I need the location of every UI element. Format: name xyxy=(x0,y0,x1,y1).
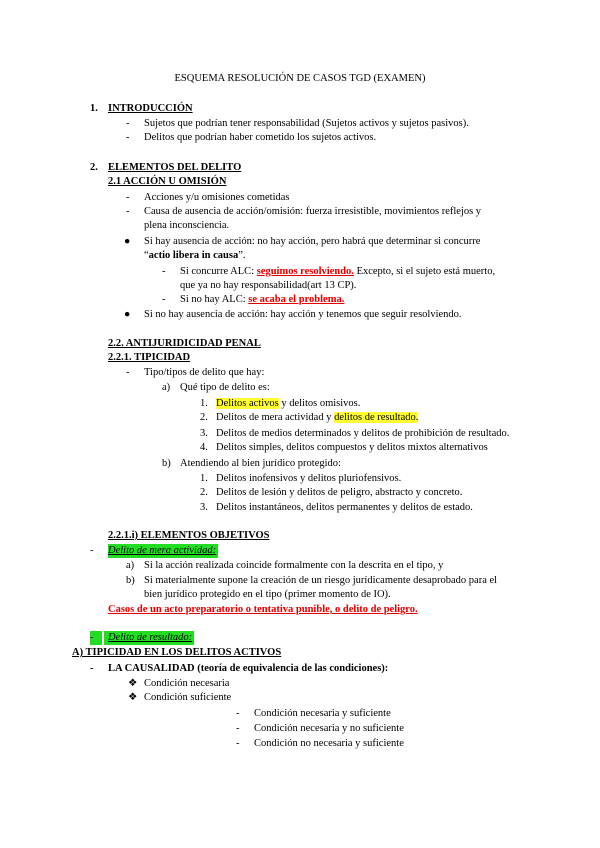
section-2-number: 2. xyxy=(90,162,98,173)
list-item: Tipo/tipos de delito que hay: xyxy=(144,367,265,378)
causalidad-heading: LA CAUSALIDAD (teoría de equivalencia de las condiciones): xyxy=(108,663,389,674)
list-item-continuation: plena inconsciencia. xyxy=(144,220,230,231)
list-item: Delitos de medios determinados y delitos de prohibición de resultado. xyxy=(216,428,510,439)
section-1-heading: INTRODUCCIÓN xyxy=(108,103,193,114)
number-marker: 3. xyxy=(200,502,208,513)
dash-marker: - xyxy=(126,132,130,143)
actio-libera-term: actio libera in causa xyxy=(148,250,239,261)
tipicidad-activos-heading: A) TIPICIDAD EN LOS DELITOS ACTIVOS xyxy=(72,647,282,658)
list-item: Si no hay ausencia de acción: hay acción y tenemos que seguir resolviendo. xyxy=(144,309,462,320)
number-marker: 1. xyxy=(200,398,208,409)
list-item: Si concurre ALC: seguimos resolviendo. Excepto, si el sujeto está muerto, xyxy=(180,266,496,277)
list-item: Condición necesaria xyxy=(144,678,230,689)
letter-marker: b) xyxy=(126,575,135,586)
dash-marker: - xyxy=(126,367,130,378)
subsection-tipicidad: 2.2.1. TIPICIDAD xyxy=(108,352,191,363)
list-item: Condición no necesaria y suficiente xyxy=(254,738,404,749)
list-item-continuation: bien jurídico protegido en el tipo (primer momento de IO). xyxy=(144,589,391,600)
list-item: Delitos que podrían haber cometido los sujetos activos. xyxy=(144,132,377,143)
number-marker: 3. xyxy=(200,428,208,439)
dash-marker: - xyxy=(162,266,166,277)
list-item: Causa de ausencia de acción/omisión: fuerza irresistible, movimientos reflejos y xyxy=(144,206,482,217)
list-item: Condición necesaria y suficiente xyxy=(254,708,391,719)
page-title: ESQUEMA RESOLUCIÓN DE CASOS TGD (EXAMEN) xyxy=(174,73,426,84)
number-marker: 2. xyxy=(200,412,208,423)
dash-marker: - xyxy=(236,708,240,719)
emphasis-red: se acaba el problema. xyxy=(248,294,345,305)
subsection-accion: 2.1 ACCIÓN U OMISIÓN xyxy=(108,176,227,187)
subsection-elementos-objetivos: 2.2.1.i) ELEMENTOS OBJETIVOS xyxy=(108,530,270,541)
letter-marker: a) xyxy=(126,560,135,571)
letter-marker: a) xyxy=(162,382,171,393)
dash-marker: - xyxy=(90,663,94,674)
number-marker: 1. xyxy=(200,473,208,484)
dash-marker: - xyxy=(236,723,240,734)
highlight-green-resultado: Delito de resultado: xyxy=(104,631,194,645)
list-item: Condición suficiente xyxy=(144,692,232,703)
section-2-heading: ELEMENTOS DEL DELITO xyxy=(108,162,242,173)
diamond-bullet-icon: ❖ xyxy=(128,678,138,689)
list-item: Delitos simples, delitos compuestos y delitos mixtos alternativos xyxy=(216,442,488,453)
list-item: Si materialmente supone la creación de un riesgo jurídicamente desaprobado para el xyxy=(144,575,498,586)
list-item: Delitos instantáneos, delitos permanentes y delitos de estado. xyxy=(216,502,473,513)
emphasis-red: seguimos resolviendo. xyxy=(256,266,354,277)
list-item: Delitos activos y delitos omisivos. xyxy=(216,398,361,409)
list-item: Si hay ausencia de acción: no hay acción, pero habrá que determinar si concurre xyxy=(144,236,481,247)
list-item: Acciones y/u omisiones cometidas xyxy=(144,192,290,203)
dash-marker: - xyxy=(90,631,102,645)
list-item: Atendiendo al bien jurídico protegido: xyxy=(180,458,341,469)
list-item: Sujetos que podrían tener responsabilidad (Sujetos activos y sujetos pasivos). xyxy=(144,118,469,129)
bullet-marker: ● xyxy=(124,309,131,320)
list-item: Qué tipo de delito es: xyxy=(180,382,270,393)
dash-marker: - xyxy=(162,294,166,305)
number-marker: 4. xyxy=(200,442,208,453)
diamond-bullet-icon: ❖ xyxy=(128,692,138,703)
highlight-yellow: Delitos activos xyxy=(216,398,279,409)
highlight-green-mera-actividad: Delito de mera actividad: xyxy=(108,545,217,556)
list-item: Si la acción realizada coincide formalmente con la descrita en el tipo, y xyxy=(144,560,444,571)
number-marker: 2. xyxy=(200,487,208,498)
dash-marker: - xyxy=(126,206,130,217)
dash-marker: - xyxy=(90,545,94,556)
list-item: Delitos de lesión y delitos de peligro, abstracto y concreto. xyxy=(216,487,463,498)
list-item-continuation: que ya no hay responsabilidad(art 13 CP). xyxy=(180,280,357,291)
list-item-continuation: “actio libera in causa”. xyxy=(144,250,246,261)
subsection-antijuridicidad: 2.2. ANTIJURIDICIDAD PENAL xyxy=(108,338,261,349)
list-item: Delitos de mera actividad y delitos de resultado. xyxy=(216,412,419,423)
letter-marker: b) xyxy=(162,458,171,469)
list-item: Si no hay ALC: se acaba el problema. xyxy=(180,294,345,305)
highlight-yellow: delitos de resultado. xyxy=(334,412,419,423)
casos-note: Casos de un acto preparatorio o tentativa punible, o delito de peligro. xyxy=(108,604,418,615)
list-item: Condición necesaria y no suficiente xyxy=(254,723,404,734)
dash-marker: - xyxy=(126,118,130,129)
dash-marker: - xyxy=(126,192,130,203)
bullet-marker: ● xyxy=(124,236,131,247)
dash-marker: - xyxy=(236,738,240,749)
list-item: Delitos inofensivos y delitos pluriofensivos. xyxy=(216,473,402,484)
section-1-number: 1. xyxy=(90,103,98,114)
